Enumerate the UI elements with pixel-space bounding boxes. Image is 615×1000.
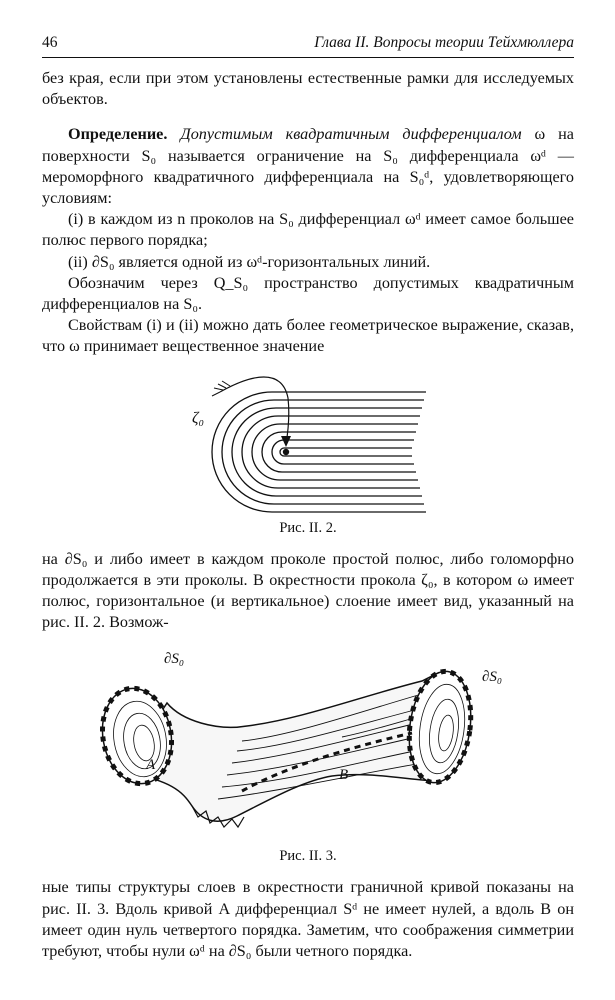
arrow-head [281,436,291,447]
ds-left-label: ∂S₀ [164,651,185,668]
definition-label: Определение. [68,125,168,144]
definition-term: Допустимым квадратичным дифференциалом [180,125,522,144]
condition-i: (i) в каждом из n проколов на S₀ дифференциал ωᵈ имеет самое большее полюс первого порядка; [42,210,574,250]
definition-text: ω на поверхности S₀ называется ограничение на S₀ дифференциала ωᵈ — мероморфного квадратичного дифференциала на S₀ᵈ, удовлетворяющего условиям: [42,125,574,208]
boundary-foliation-diagram [42,641,574,846]
figure-ii-2 [42,368,574,518]
horizontal-leaves [212,392,426,512]
page [42,34,574,962]
figure-ii-2-caption: Рис. II. 2. [279,519,337,536]
page-number: 46 [42,34,58,51]
pole-foliation-diagram [42,368,574,518]
running-header [42,34,574,58]
zeta-label: ζ₀ [192,409,205,427]
paragraph-geometric: Свойствам (i) и (ii) можно дать более геометрическое выражение, сказав, что ω принимает вещественное значение [42,316,574,356]
paragraph-structures: ные типы структуры слоев в окрестности граничной кривой показаны на рис. II. 3. Вдоль кривой A дифференциал Sᵈ не имеет нулей, а вдоль B он имеет один нуль четвертого порядка. Заметим, что соображения симметрии требуют, чтобы нули ωᵈ на ∂S₀ были четного порядка. [42,878,574,961]
pole-point [283,448,289,454]
paragraph-intro: без края, если при этом установлены естественные рамки для исследуемых объектов. [42,69,574,109]
definition-paragraph [42,124,574,209]
label-a: A [146,757,156,774]
paragraph-q-space: Обозначим через Q_S₀ пространство допустимых квадратичным дифференциалов на S₀. [42,273,574,314]
figure-ii-3-caption: Рис. II. 3. [279,848,337,865]
label-b: B [339,767,349,784]
chapter-title: Глава II. Вопросы теории Тейхмюллера [314,34,574,51]
paragraph-pole: на ∂S₀ и либо имеет в каждом проколе простой полюс, либо голоморфно продолжается в эти проколы. В окрестности прокола ζ₀, в котором ω имеет полюс, горизонтальное (и вертикальное) слоение имеет вид, указанный на рис. II. 2. Возмож- [42,549,574,632]
figure-ii-3 [42,641,574,846]
ds-right-label: ∂S₀ [482,669,503,686]
condition-ii: (ii) ∂S₀ является одной из ωᵈ-горизонтальных линий. [68,252,431,271]
pointer-arrow [220,377,289,444]
